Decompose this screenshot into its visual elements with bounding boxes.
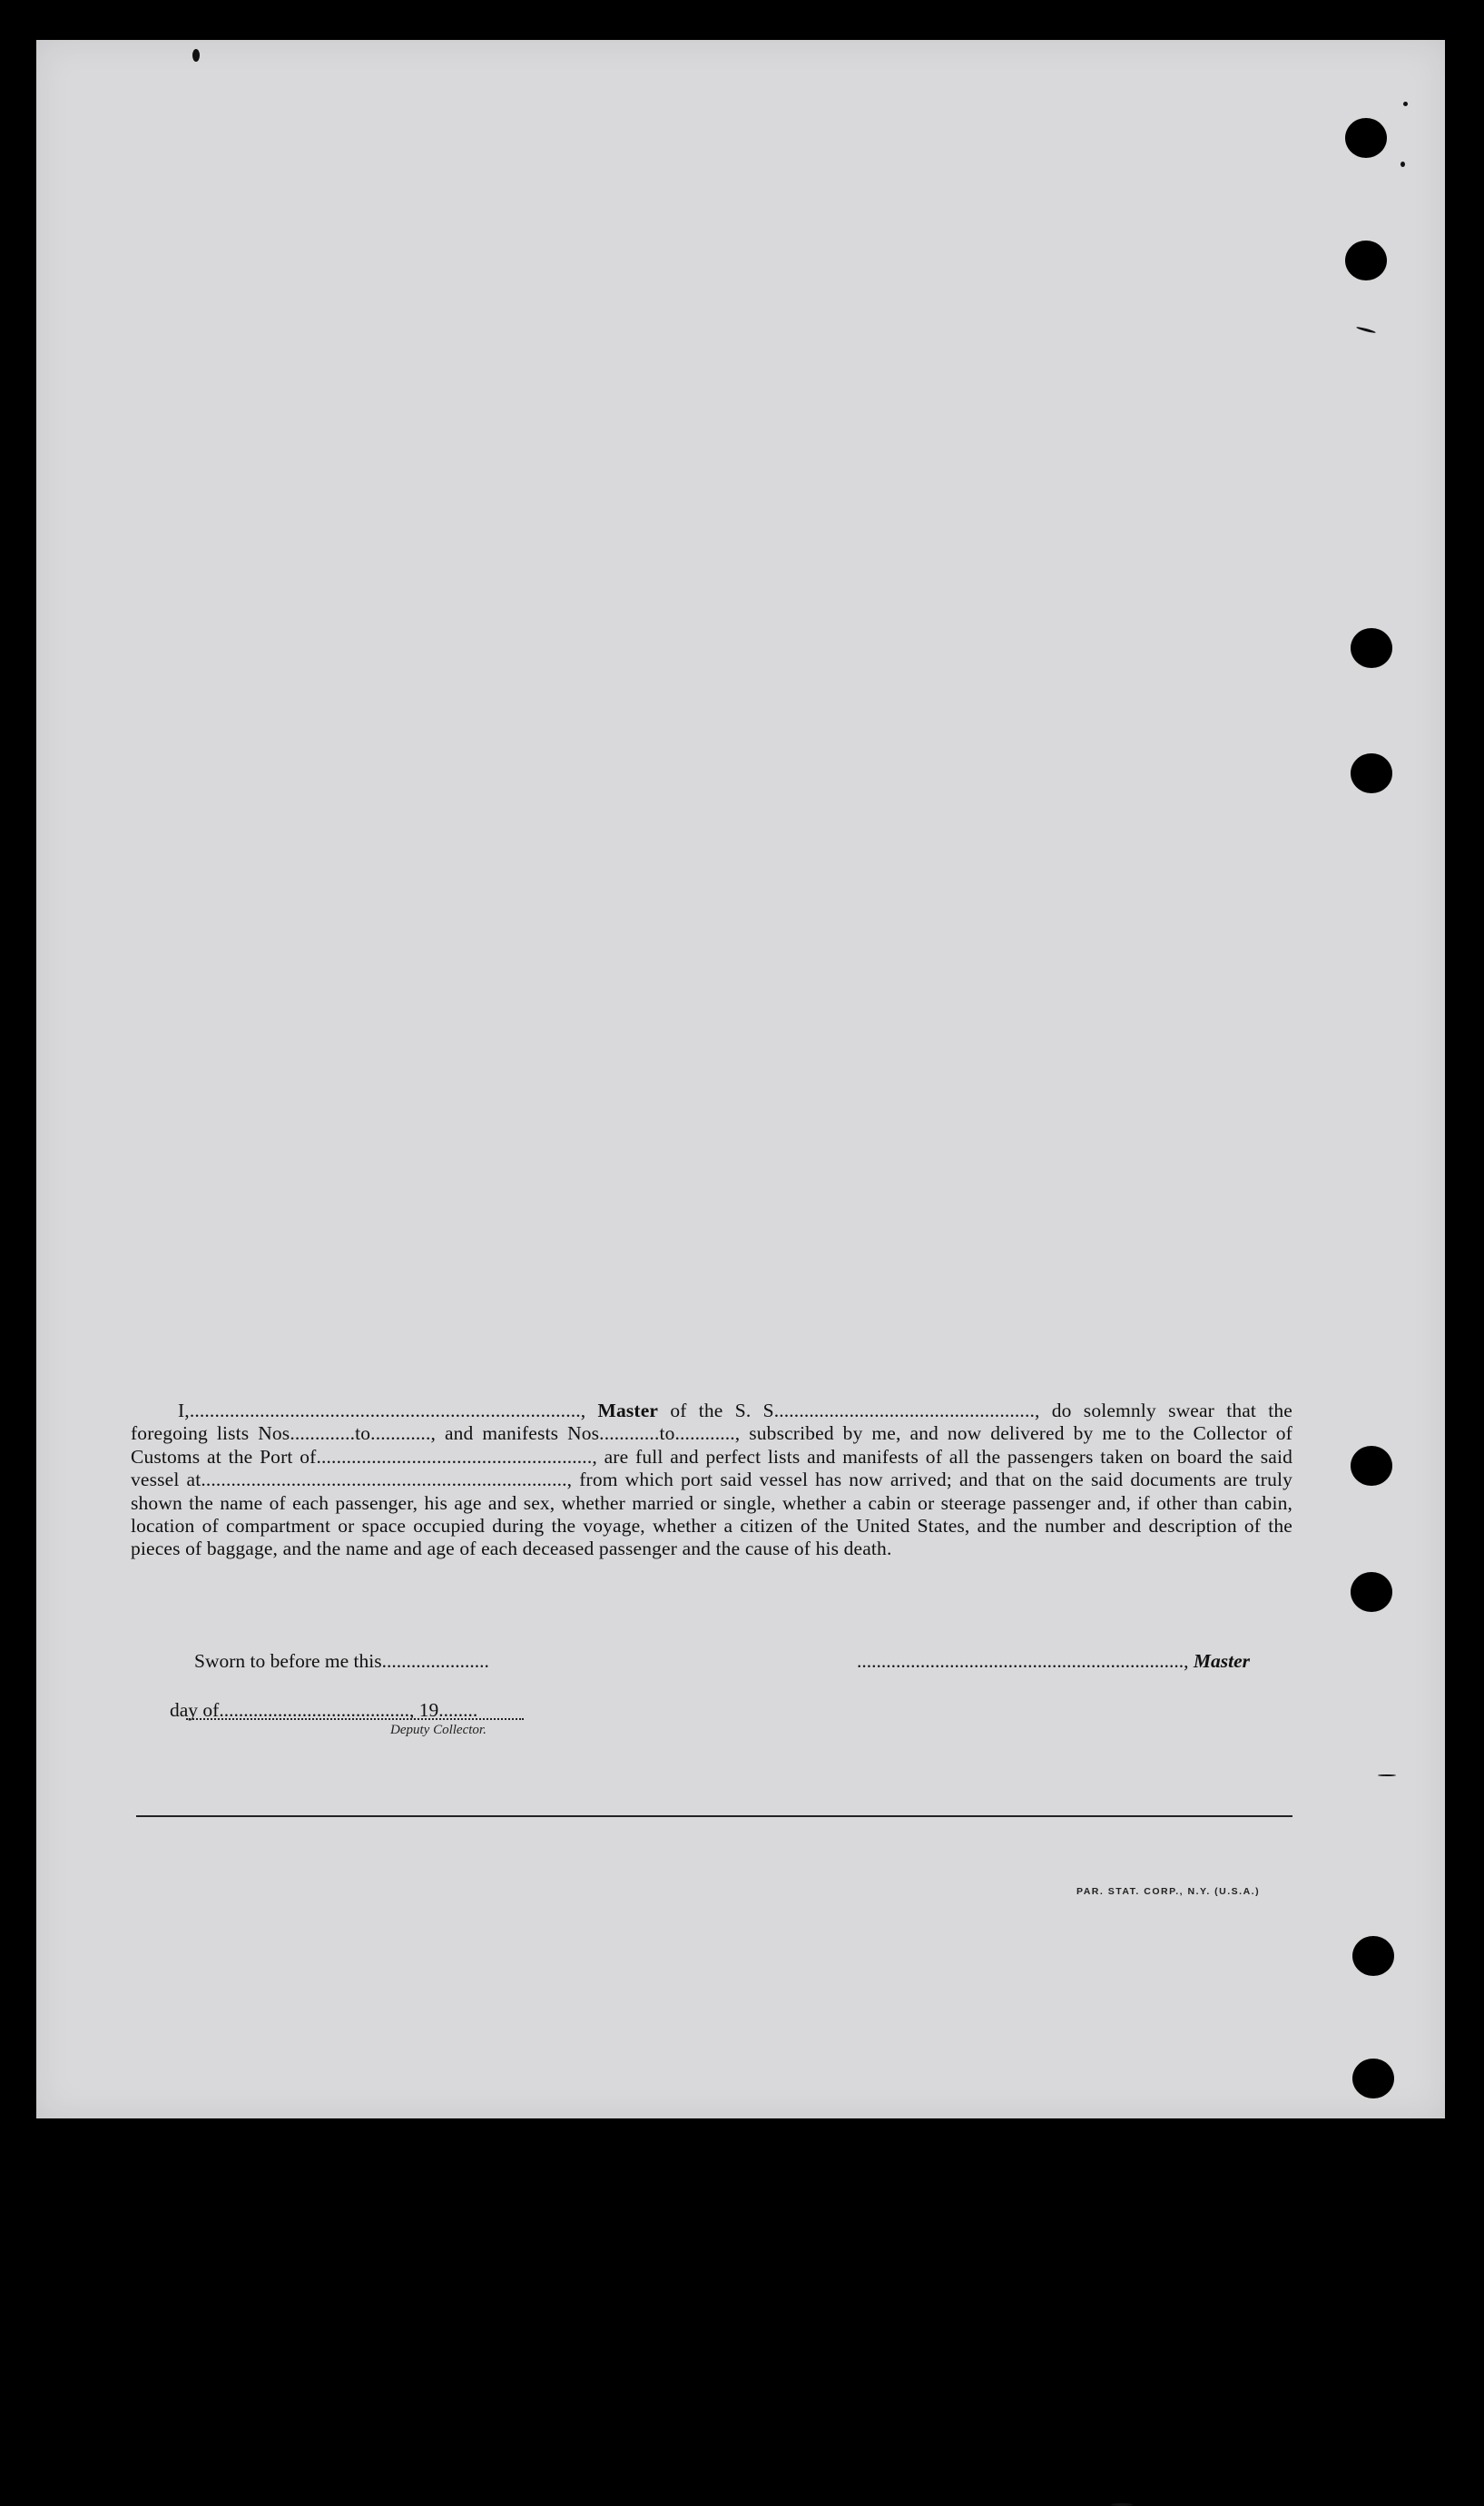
punch-hole xyxy=(1352,2059,1394,2098)
printer-imprint: PAR. STAT. CORP., N.Y. (U.S.A.) xyxy=(1076,1886,1261,1897)
document-page xyxy=(36,40,1445,2118)
punch-hole xyxy=(1351,1446,1392,1486)
master-signature-line xyxy=(857,1650,1250,1673)
day-line: day of......................................., 19........ xyxy=(170,1699,478,1721)
speck xyxy=(192,49,200,62)
oath-line1-a: I,.............................................................................., xyxy=(178,1400,598,1421)
punch-hole xyxy=(1352,1936,1394,1976)
oath-paragraph xyxy=(131,1400,1292,1561)
punch-hole xyxy=(1351,628,1392,668)
speck xyxy=(1378,1774,1396,1776)
horizontal-rule xyxy=(136,1815,1292,1817)
speck xyxy=(1403,102,1408,106)
speck xyxy=(1400,162,1405,167)
oath-master-word: Master xyxy=(597,1400,659,1421)
punch-hole xyxy=(1351,753,1392,793)
punch-hole xyxy=(1351,1572,1392,1612)
deputy-signature-line xyxy=(186,1718,524,1720)
master-dots: ..................................................................., xyxy=(857,1650,1194,1672)
deputy-collector-label: Deputy Collector. xyxy=(390,1723,486,1737)
master-label: Master xyxy=(1193,1650,1250,1672)
sworn-text: Sworn to before me this...................... xyxy=(194,1650,489,1672)
punch-hole xyxy=(1345,118,1387,158)
punch-hole xyxy=(1345,241,1387,280)
oath-body: of the S. S...................................................., do solemnly swear that the foregoing lists Nos.............to............, and manifests Nos............to............, subscribed by me, and now delivered by me to the Collector of Customs at the Port of......................................................., are full and perfect lists and manifests of all the passengers taken on board the said vessel at........................................................................., from which port said vessel has now arrived; and that on the said documents are truly shown the name of each passenger, his age and sex, whether married or single, whether a cabin or steerage passenger and, if other than cabin, location of compartment or space occupied during the voyage, whether a citizen of the United States, and the number and description of the pieces of baggage, and the name and age of each deceased passenger and the cause of his death. xyxy=(131,1400,1292,1560)
